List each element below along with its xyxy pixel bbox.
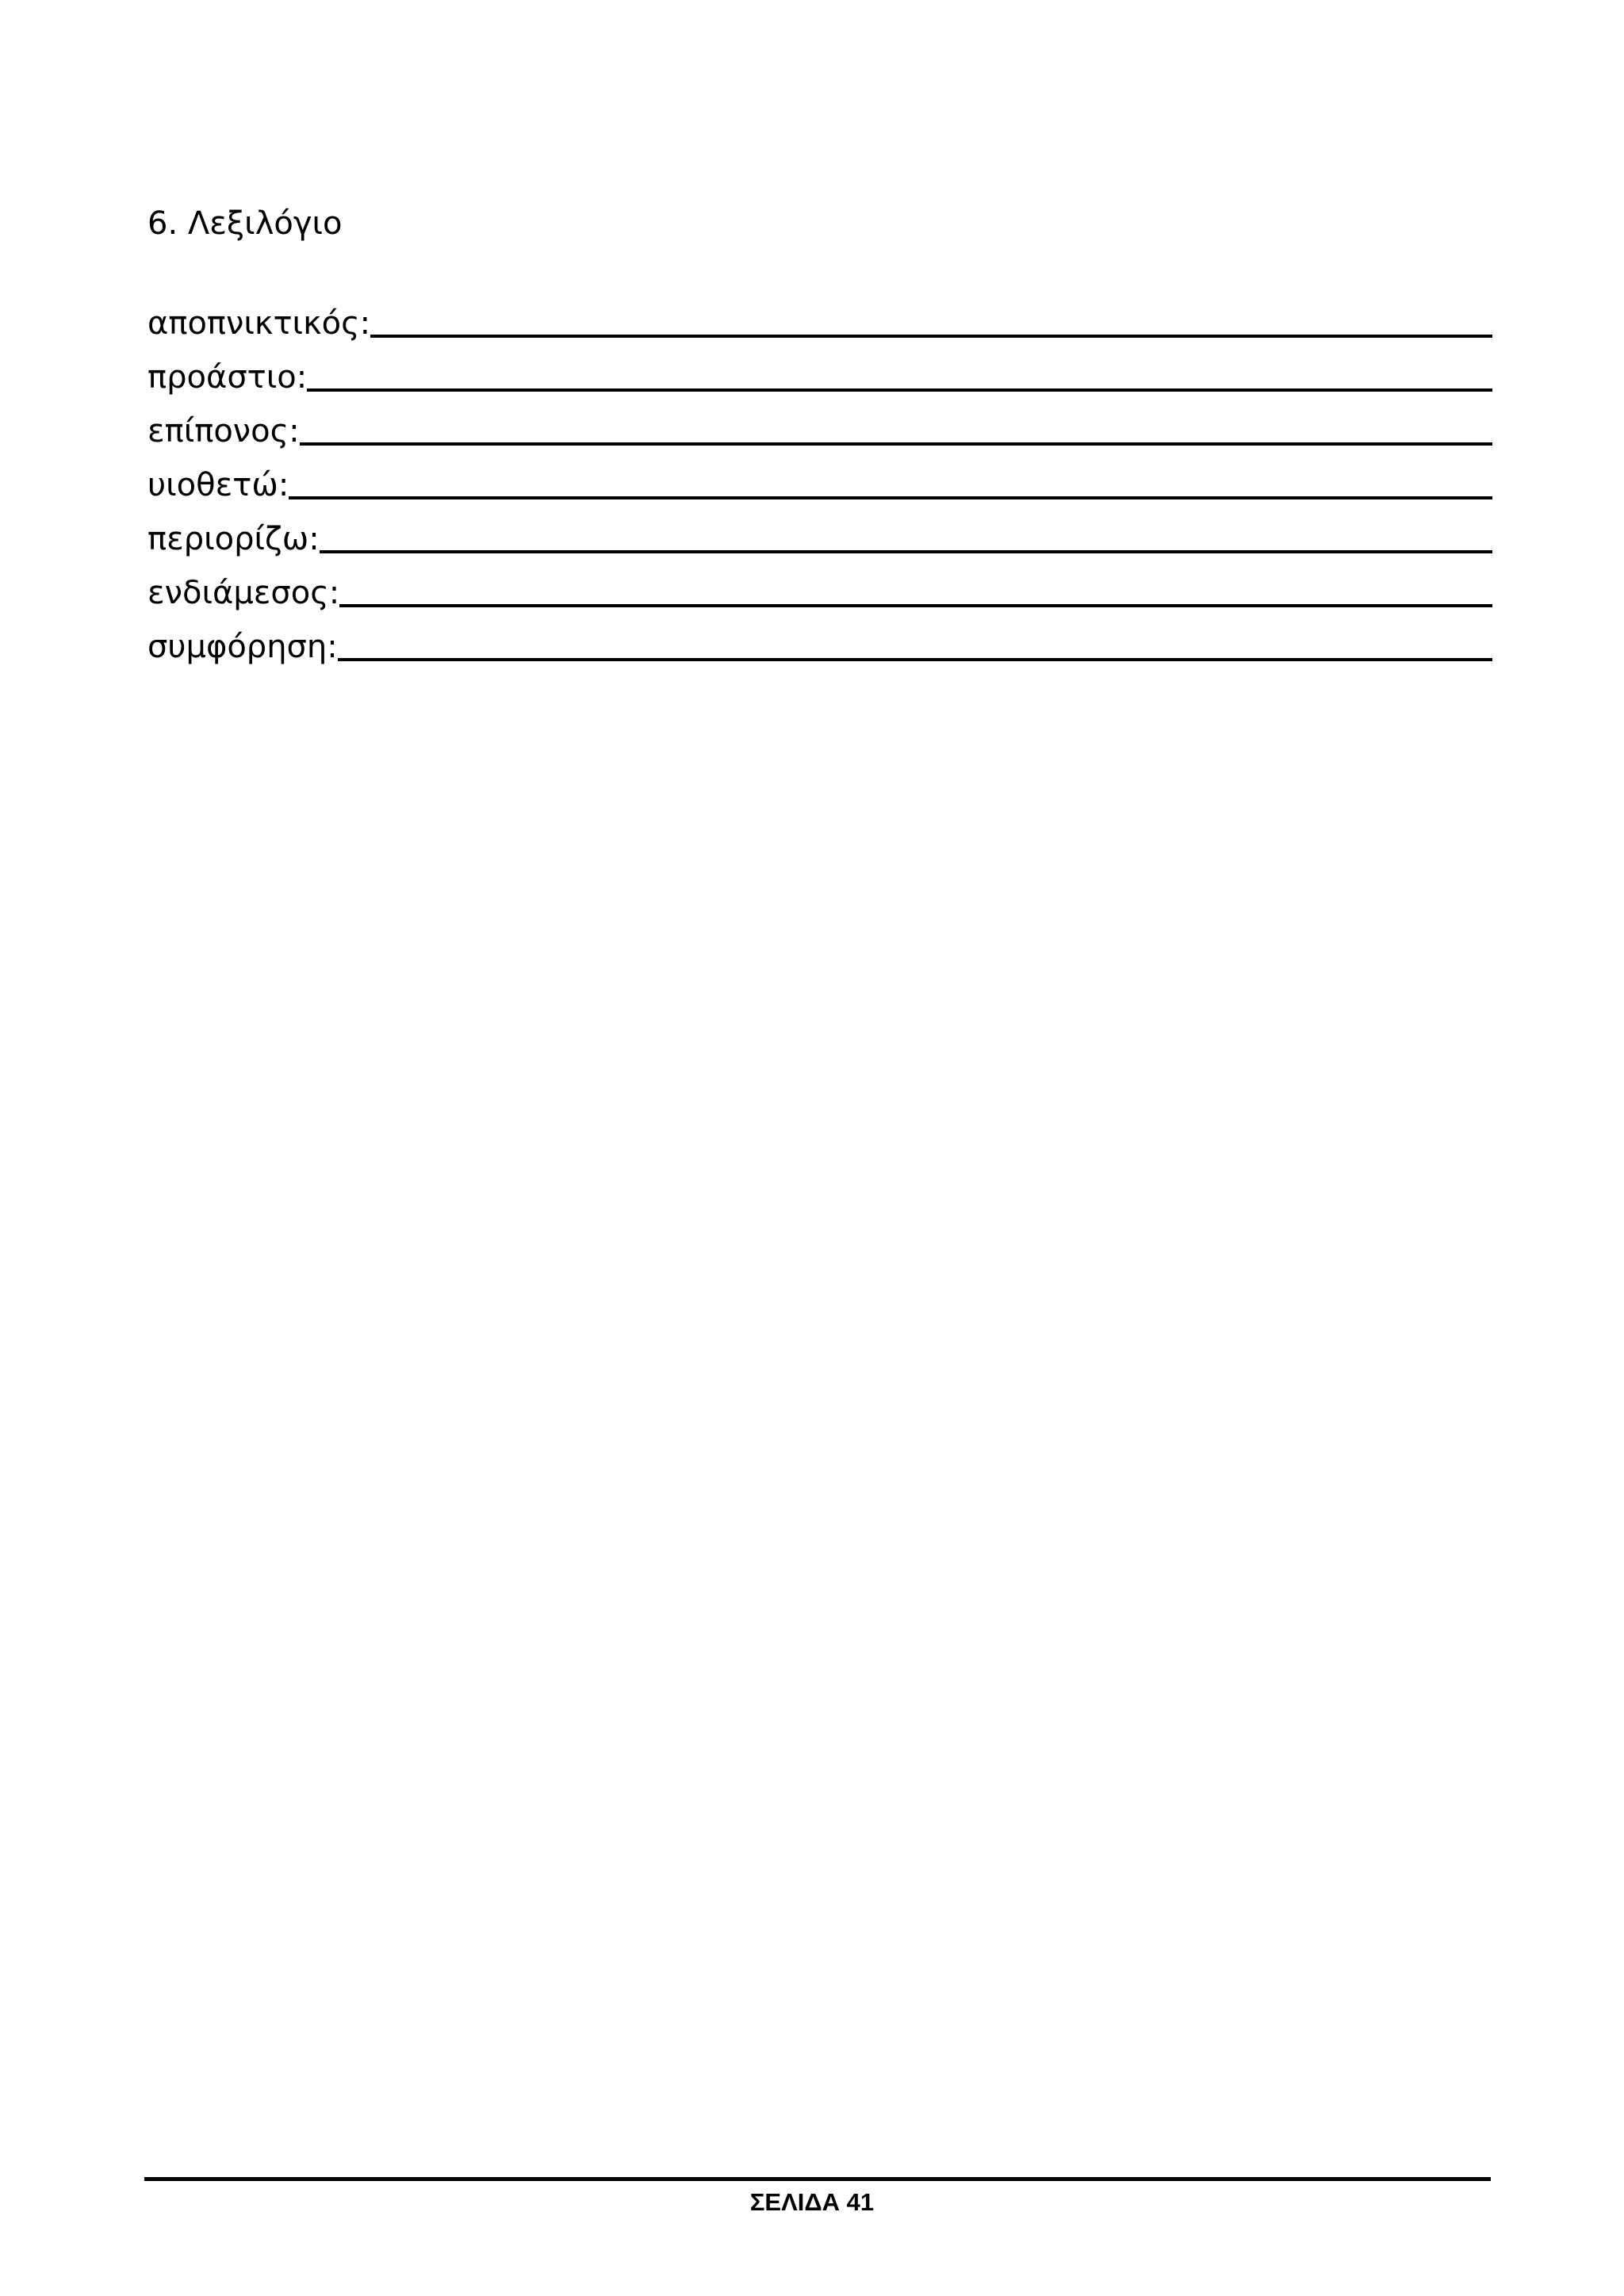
answer-blank-line[interactable]: [338, 623, 1492, 661]
vocabulary-word: περιορίζω:: [147, 521, 320, 557]
vocabulary-word: αποπνικτικός:: [147, 305, 371, 342]
vocabulary-row: [147, 615, 1492, 669]
answer-blank-line[interactable]: [370, 300, 1492, 338]
vocabulary-word: υιοθετώ:: [147, 467, 289, 503]
vocabulary-word: συμφόρηση:: [147, 629, 338, 665]
vocabulary-list: [147, 292, 1492, 669]
vocabulary-row: [147, 400, 1492, 453]
vocabulary-word: ενδιάμεσος:: [147, 575, 340, 611]
vocabulary-word: προάστιο:: [147, 359, 308, 396]
vocabulary-row: [147, 346, 1492, 400]
answer-blank-line[interactable]: [289, 461, 1492, 499]
answer-blank-line[interactable]: [339, 569, 1492, 607]
vocabulary-row: [147, 507, 1492, 561]
answer-blank-line[interactable]: [307, 354, 1492, 392]
vocabulary-row: [147, 292, 1492, 346]
vocabulary-row: [147, 561, 1492, 615]
answer-blank-line[interactable]: [300, 408, 1492, 446]
page-number: ΣΕΛΙΔΑ 41: [749, 2188, 875, 2216]
section-title: 6. Λεξιλόγιο: [147, 205, 343, 242]
vocabulary-word: επίπονος:: [147, 413, 300, 450]
vocabulary-row: [147, 453, 1492, 507]
footer-divider: [144, 2177, 1491, 2181]
answer-blank-line[interactable]: [320, 515, 1492, 553]
